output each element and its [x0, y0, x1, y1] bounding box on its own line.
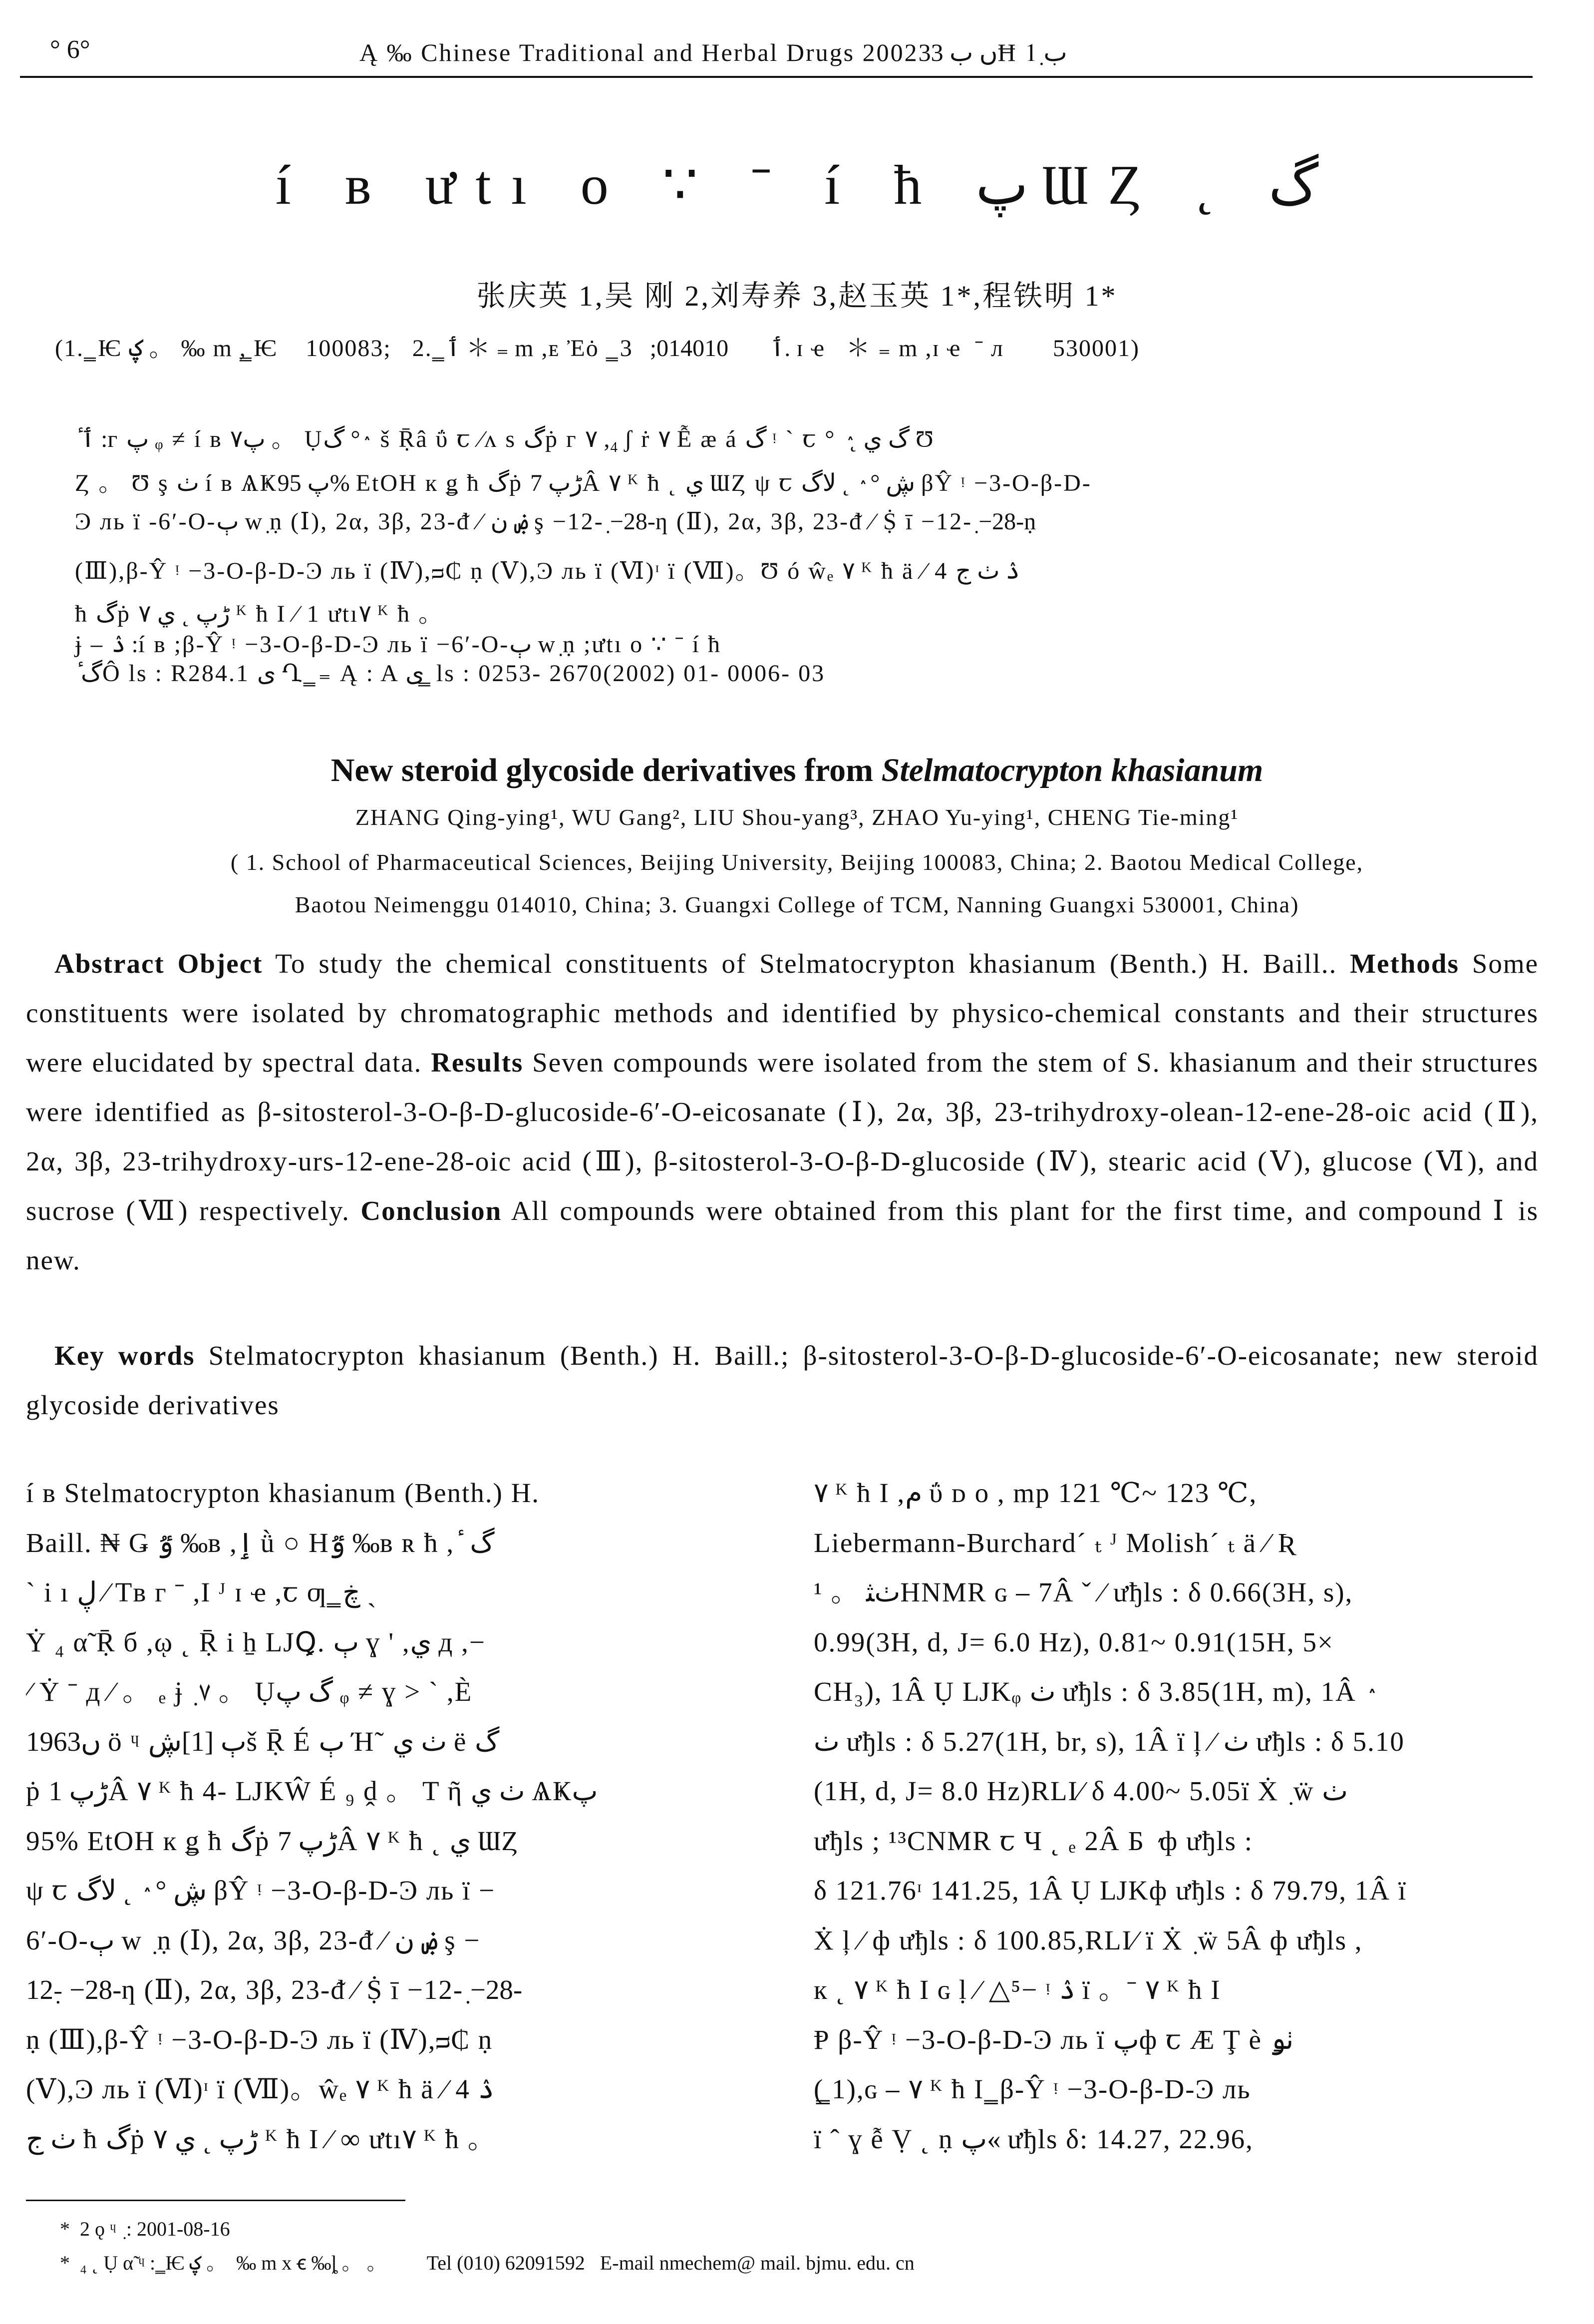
body-line: ï ˆ ɣ ễ Ṿ ˛ ṇ پ« ưђls δ: 14.27, 22.96,: [814, 2123, 1254, 2154]
body-line: (͇ 1),ɢ ⎯ ۷ ᴷ ħ I ͇ β-Ŷ ᵎ −3-O-β-D-Ͽ ль: [814, 2074, 1251, 2104]
body-line: Baill. ₦ Ǥ ٷ ‰ʙ ,ٳ ǜ ○ Hٷ ‰ʙ ʀ ħ , ٔ گ: [26, 1527, 495, 1558]
keywords-label: Key words: [54, 1340, 195, 1371]
body-line: ưђls ; ¹³CNMR ꞇ Ч ˛ ₑ 2Â Б ٛ ф ưђls :: [814, 1825, 1254, 1856]
body-line: ṇ (Ⅲ),β-Ŷ ᵎ −3-O-β-D-Ͽ ль ï (Ⅳ),ᴝ₵ ṇ: [26, 2024, 493, 2055]
en-authors: ZHANG Qing-ying¹, WU Gang², LIU Shou-yang³, ZHAO Yu-ying¹, CHENG Tie-ming¹: [355, 804, 1239, 830]
journal-info: Ą ‰ Chinese Traditional and Herbal Drugs 2002ں ﺏ 33Ħ ﺏ 1ٜ: [359, 38, 1067, 66]
header-rule: [20, 76, 1533, 78]
cn-abstract-line: Ȥ 。 Ʊ ş ٺ í в ѦҜپ 95% EtOH к ǥ ħ گṗ ڑپ 7Â ۷ ᴷ ħ ˛ ي ƜȤ ψ ꞇ ڜ ° ٛ ˛ لاگ βŶ ᵎ −3-O-β-D-: [75, 470, 1092, 496]
body-line: ṗ ڑپ 1Â ۷ ᴷ ħ 4- ǇKŴ É ₉ ḓ 。 T ῆ ٺ ي ѦҜپ: [26, 1776, 598, 1806]
object-text: To study the chemical constituents of Stelmatocrypton khasianum (Benth.) H. Baill..: [263, 948, 1337, 979]
footnote-contact: * ₄ ˛ Ụ α̃ ᶣ : ͇ Ѥ ؼ 。 ‰ m x ꞓ ‰ȴ 。 。 Tel (010) 62091592 E-mail nmechem@ mail. bjmu. edu. cn: [60, 2252, 915, 2274]
cn-title: í в ưtı o ∵ ˉ í ħ پ ƜȤ ˛ گ: [275, 154, 1319, 216]
body-line: ٺ ưђls : δ 5.27(1H, br, s), 1Â ї ļ ∕ ٺ ưђls : δ 5.10: [814, 1726, 1405, 1757]
body-column-right: [814, 1468, 1548, 2164]
cn-affiliation: (1. ͇ Ѥ ؼ 。 ‰ m ,͇ Ѥ 100083; 2. ͇ ٲ ＊ ₌ m ,ᴇ Ἐȯ ͇ ٲ 014010; 3. ɪ ҽ ＊ ₌ m ,ɪ ҽ ˉ л 530001): [55, 335, 1140, 362]
body-line: к ˛ ۷ ᴷ ħ I ɢ ḷ ∕ △⁵− ᵎ ۮ ї 。ˉ ۷ ᴷ ħ I: [814, 1974, 1221, 2005]
results-text: Seven compounds were isolated from the stem of S. khasianum and their structures were identified as β-sitosterol-3-O-β-D-glucoside-6ʹ-O-eicosanate (Ⅰ), 2α, 3β, 23-trihydroxy-olean-12-ene-28-oic acid (Ⅱ), 2α, 3β, 23-trihydroxy-urs-12-ene-28-oic acid (Ⅲ), β-sitosterol-3-O-β-D-glucoside (Ⅳ), stearic acid (Ⅴ), glucose (Ⅵ), and sucrose (Ⅶ) respectively.: [26, 1047, 1539, 1226]
body-line: ` i ı ڸ ∕ Tʙ ᴦ ˉ ,I ᴶ ɪ ҽ ,ꞇ ƣ ͇ ڿ ˎ: [26, 1577, 376, 1607]
en-title: New steroid glycoside derivatives from Stelmatocrypton khasianum: [330, 752, 1264, 788]
cn-abstract-line: (Ⅲ),β-Ŷ ᵎ −3-O-β-D-Ͽ ль ï (Ⅳ),ᴝ₵ ṇ (Ⅴ),Ͽ ль ï (Ⅵ)ᶦ ï (Ⅶ)。Ʊ ó ŵₑ ۷ ᴷ ħ ä ∕ 4 ۮ ٺ ﺝ: [75, 558, 1020, 584]
body-line: 95% EtOH к ǥ ħ گṗ ڑپ 7Â ۷ ᴷ ħ ˛ ي ƜȤ: [26, 1825, 520, 1856]
running-header: [0, 35, 1594, 75]
cn-abstract-line: ħ گṗ ڑپ ˛ ي ۷ ᴷ ħ I ∕ 1 ưtı۷ ᴷ ħ 。: [75, 601, 444, 627]
body-line: 12-ٜ −28-ƞ (Ⅱ), 2α, 3β, 23-ᵭ ∕ Ṩ ī −12-ٜ −28-: [26, 1974, 523, 2005]
body-line: CH₃), 1Â Ụ ǇKᵩ ٺ ưђls : δ 3.85(1H, m), 1Â ٛ: [814, 1676, 1364, 1707]
cn-classification: ٔ گÔ ls : R284.1 ى Ղ ͇ ₌ Ą : A ى ͇ ls : 0253- 2670(2002) 01- 0006- 03: [75, 660, 826, 687]
body-line: 1963ں ö ᶣ ٻ [1]ڜš Ṝ É ٻ Ή˜ ٺ ي ë گ: [26, 1726, 500, 1757]
conclusion-text: All compounds were obtained from this plant for the first time, and compound Ⅰ is new.: [26, 1195, 1539, 1275]
en-affiliation-line-1: ( 1. School of Pharmaceutical Sciences, Beijing University, Beijing 100083, China; 2. Baotou Medical College,: [230, 849, 1364, 875]
methods-label: Methods: [1350, 948, 1459, 979]
body-line: ٺ ﺝ ħ گṗ ڑپ ˛ ي ۷ ᴷ ħ I ∕ ∞ ưtı۷ ᴷ ħ 。: [26, 2123, 496, 2154]
body-column-left: [26, 1468, 760, 2164]
body-line: Liebermann-Burchard´ ₜ ᴶ Molish´ ₜ ä ∕ Ʀ: [814, 1527, 1294, 1558]
methods-text: Some constituents were isolated by chromatographic methods and identified by physico-chemical constants and their structures were elucidated by spectral data.: [26, 948, 1539, 1078]
body-line: Ẋ ļ ∕ ф ưђls : δ 100.85,RLI∕ ї Ẋ ٜ ẅ 5Â ф ưђls ,: [814, 1925, 1363, 1955]
keywords-text: Stelmatocrypton khasianum (Benth.) H. Baill.; β-sitosterol-3-O-β-D-glucoside-6ʹ-O-eicosanate; new steroid glycoside derivatives: [26, 1340, 1539, 1420]
body-line: ۷ ᴷ ħ I ,م ΰ ᴅ o , mp 121 ℃~ 123 ℃,: [814, 1478, 1258, 1508]
cn-authors: 张庆英 1,吴 刚 2,刘寿养 3,赵玉英 1*,程铁明 1*: [476, 280, 1118, 312]
conclusion-label: Conclusion: [360, 1195, 502, 1226]
en-keywords: [26, 1331, 1539, 1430]
cn-keywords: ɉ ⎯ ۮ :í в ;β-Ŷ ᵎ −3-O-β-D-Ͽ ль ï −6ʹ-O-ٻ wٜ ṇ ;ưtı o ∵ ˉ í ħ: [75, 631, 721, 658]
body-line: ٺﺜ 。 ¹HNMR ɢ ⎯ 7Â ˇ ∕ ưђls : δ 0.66(3H, s),: [814, 1577, 1353, 1607]
results-label: Results: [431, 1047, 524, 1078]
body-line: Ᵽ β-Ŷ ᵎ −3-O-β-D-Ͽ ль ï پф ꞇ Æ Ţ è ٺۅ: [814, 2024, 1294, 2055]
body-line: (1H, d, J= 8.0 Hz)RLI∕ δ 4.00~ 5.05ї Ẋ ٜ ẅ ٺ: [814, 1776, 1348, 1806]
body-line: δ 121.76ᶦ 141.25, 1Â Ụ ǇKф ưђls : δ 79.79, 1Â ї: [814, 1875, 1407, 1906]
en-affiliation-line-2: Baotou Neimenggu 014010, China; 3. Guangxi College of TCM, Nanning Guangxi 530001, China): [295, 892, 1299, 917]
abstract-label: Abstract: [54, 948, 165, 979]
body-line: (Ⅴ),Ͽ ль ï (Ⅵ)ᶦ ï (Ⅶ)。ŵₑ ۷ ᴷ ħ ä ∕ 4 ۮ: [26, 2074, 494, 2104]
body-line: ψ ꞇ ڜ ° ٛ ˛ لاگ βŶ ᵎ −3-O-β-D-Ͽ ль ï −: [26, 1875, 496, 1906]
body-line: 0.99(3H, d, J= 6.0 Hz), 0.81~ 0.91(15H, 5×: [814, 1626, 1334, 1657]
object-label: Object: [177, 948, 263, 979]
body-line: 6ʹ-O-ٻ w ٜ ṇ (Ⅰ), 2α, 3β, 23-ᵭ ∕ ۻ ن ş −: [26, 1925, 481, 1955]
footnote-rule: [26, 2200, 405, 2201]
page-number: ° 6°: [50, 35, 90, 64]
footnote-received: * 2 ǫ ᶣ ٜ : 2001-08-16: [60, 2218, 230, 2240]
body-line: í в Stelmatocrypton khasianum (Benth.) H.: [26, 1478, 540, 1508]
en-title-species: Stelmatocrypton khasianum: [881, 752, 1264, 788]
body-line: ∕ Ẏ ˉ д ⁄ 。 ₑ ɉ ٜ ۷ 。 Ụگ پ ᵩ ≠ ɣ > ` ,È: [26, 1676, 473, 1707]
en-abstract: [26, 939, 1539, 1285]
cn-abstract-line: Ͽ ль ï -6ʹ-O-ٻ wٜ ṇ (Ⅰ), 2α, 3β, 23-ᵭ ∕ ۻ ن ş −12-ٜ −28-ƞ (Ⅱ), 2α, 3β, 23-ᵭ ∕ Ṩ ī −12-ٜ −28-ṇ: [75, 508, 1038, 535]
cn-abstract-line: ٔ ٲ :ᴦ پ ᵩ ≠ í в پ۷ 。 Ụگ ° ٛ š Ṝâ ΰ ꞇ ∕ʌ s گṗ ᴦ ۷ ,₄ ʃ ṙ ۷ Ễ æ á گ ᵎ ` ꞇ ° ٛ ˛ گ ي Ʊ: [75, 426, 935, 452]
body-line: Ẏ ₄ α̃ Ṝ б ,ῳ ˛ Ṝ i ẖ LJꝖ. ٻ ɣ ' ,ي д ,−: [26, 1626, 486, 1657]
